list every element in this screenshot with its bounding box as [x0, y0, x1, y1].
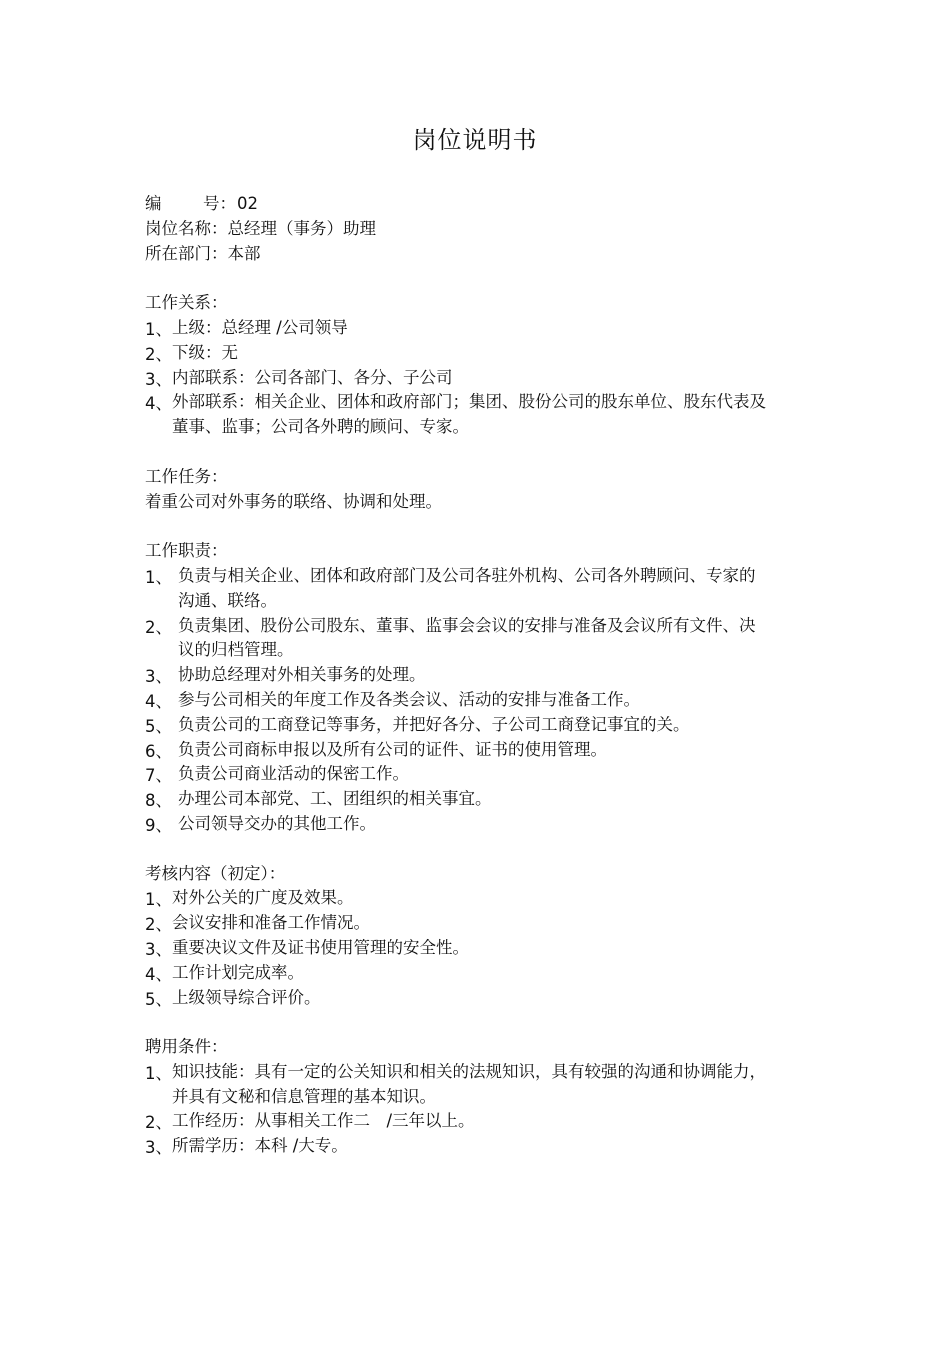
item-number: 2、: [145, 344, 172, 364]
item-number: 3、: [145, 667, 172, 687]
item-number: 3、: [145, 369, 172, 389]
item-number: 5、: [145, 989, 172, 1009]
duties-item: [145, 614, 785, 664]
duties-item: [145, 688, 785, 713]
assessment-item: [145, 986, 785, 1011]
duties-item: [145, 787, 785, 812]
assessment-item: [145, 911, 785, 936]
code-value: 02: [237, 194, 258, 213]
item-text: 负责公司商标申报以及所有公司的证件、证书的使用管理。: [178, 739, 607, 759]
duties-item: [145, 564, 785, 614]
item-text: 负责公司商业活动的保密工作。: [178, 764, 409, 784]
item-number: 3、: [145, 939, 172, 959]
code-field: [145, 192, 785, 217]
tasks-heading: 工作任务：: [145, 466, 228, 486]
item-number: 3、: [145, 1138, 172, 1158]
item-text: 内部联系：公司各部门、各分、子公司: [172, 367, 453, 387]
duties-item: [145, 713, 785, 738]
item-number: 9、: [145, 815, 172, 835]
item-number: 4、: [145, 691, 172, 711]
item-text: 所需学历：本科 /大专。: [172, 1136, 348, 1156]
department-value: 本部: [227, 243, 261, 263]
item-text: 重要决议文件及证书使用管理的安全性。: [172, 937, 469, 957]
document-body: [145, 192, 785, 1159]
item-text: 公司领导交办的其他工作。: [178, 813, 376, 833]
item-number: 6、: [145, 741, 172, 761]
assessment-item: [145, 936, 785, 961]
duties-item: [145, 663, 785, 688]
item-text: 参与公司相关的年度工作及各类会议、活动的安排与准备工作。: [178, 689, 640, 709]
item-number: 8、: [145, 791, 172, 811]
department-field: [145, 242, 785, 267]
code-label-b: 号：: [203, 194, 236, 213]
department-label: 所在部门：: [145, 243, 228, 263]
item-text: 负责集团、股份公司股东、董事、监事会会议的安排与准备及会议所有文件、决议的归档管理。: [178, 615, 756, 660]
item-text: 对外公关的广度及效果。: [172, 888, 354, 908]
item-text: 办理公司本部党、工、团组织的相关事宜。: [178, 789, 492, 809]
item-text: 工作计划完成率。: [172, 962, 304, 982]
item-number: 2、: [145, 617, 172, 637]
relations-item: [145, 316, 785, 341]
duties-heading: 工作职责：: [145, 541, 228, 561]
item-text: 工作经历：从事相关工作二 /三年以上。: [172, 1111, 475, 1131]
item-number: 2、: [145, 915, 172, 935]
position-name-value: 总经理（事务）助理: [227, 218, 376, 238]
item-number: 4、: [145, 964, 172, 984]
item-number: 1、: [145, 319, 172, 339]
item-number: 2、: [145, 1113, 172, 1133]
item-text: 负责公司的工商登记等事务，并把好各分、子公司工商登记事宜的关。: [178, 714, 690, 734]
relations-item: [145, 366, 785, 391]
item-text: 下级：无: [172, 342, 238, 362]
item-text: 协助总经理对外相关事务的处理。: [178, 665, 426, 685]
relations-item: [145, 341, 785, 366]
item-number: 7、: [145, 766, 172, 786]
position-name-field: [145, 217, 785, 242]
duties-item: [145, 738, 785, 763]
tasks-text: 着重公司对外事务的联络、协调和处理。: [145, 491, 442, 511]
conditions-item: [145, 1060, 785, 1110]
item-number: 5、: [145, 716, 172, 736]
document-title: 岗位说明书: [412, 126, 538, 154]
assessment-item: [145, 961, 785, 986]
duties-item: [145, 762, 785, 787]
assessment-item: [145, 886, 785, 911]
item-text: 负责与相关企业、团体和政府部门及公司各驻外机构、公司各外聘顾问、专家的沟通、联络。: [178, 565, 756, 610]
item-number: 1、: [145, 567, 172, 587]
item-text: 上级领导综合评价。: [172, 987, 321, 1007]
relations-item: [145, 390, 785, 440]
duties-item: [145, 812, 785, 837]
conditions-item: [145, 1134, 785, 1159]
item-number: 4、: [145, 394, 172, 414]
item-text: 上级：总经理 /公司领导: [172, 317, 348, 337]
relations-heading: 工作关系：: [145, 293, 228, 313]
position-name-label: 岗位名称：: [145, 218, 228, 238]
item-text: 会议安排和准备工作情况。: [172, 913, 370, 933]
code-label-a: 编: [145, 194, 162, 213]
assessment-heading: 考核内容（初定）：: [145, 863, 286, 883]
item-number: 1、: [145, 1063, 172, 1083]
conditions-heading: 聘用条件：: [145, 1037, 228, 1057]
item-number: 1、: [145, 890, 172, 910]
item-text: 外部联系：相关企业、团体和政府部门；集团、股份公司的股东单位、股东代表及董事、监事；公司各外聘的顾问、专家。: [172, 392, 766, 437]
conditions-item: [145, 1109, 785, 1134]
item-text: 知识技能：具有一定的公关知识和相关的法规知识，具有较强的沟通和协调能力，并具有文秘和信息管理的基本知识。: [172, 1061, 766, 1106]
